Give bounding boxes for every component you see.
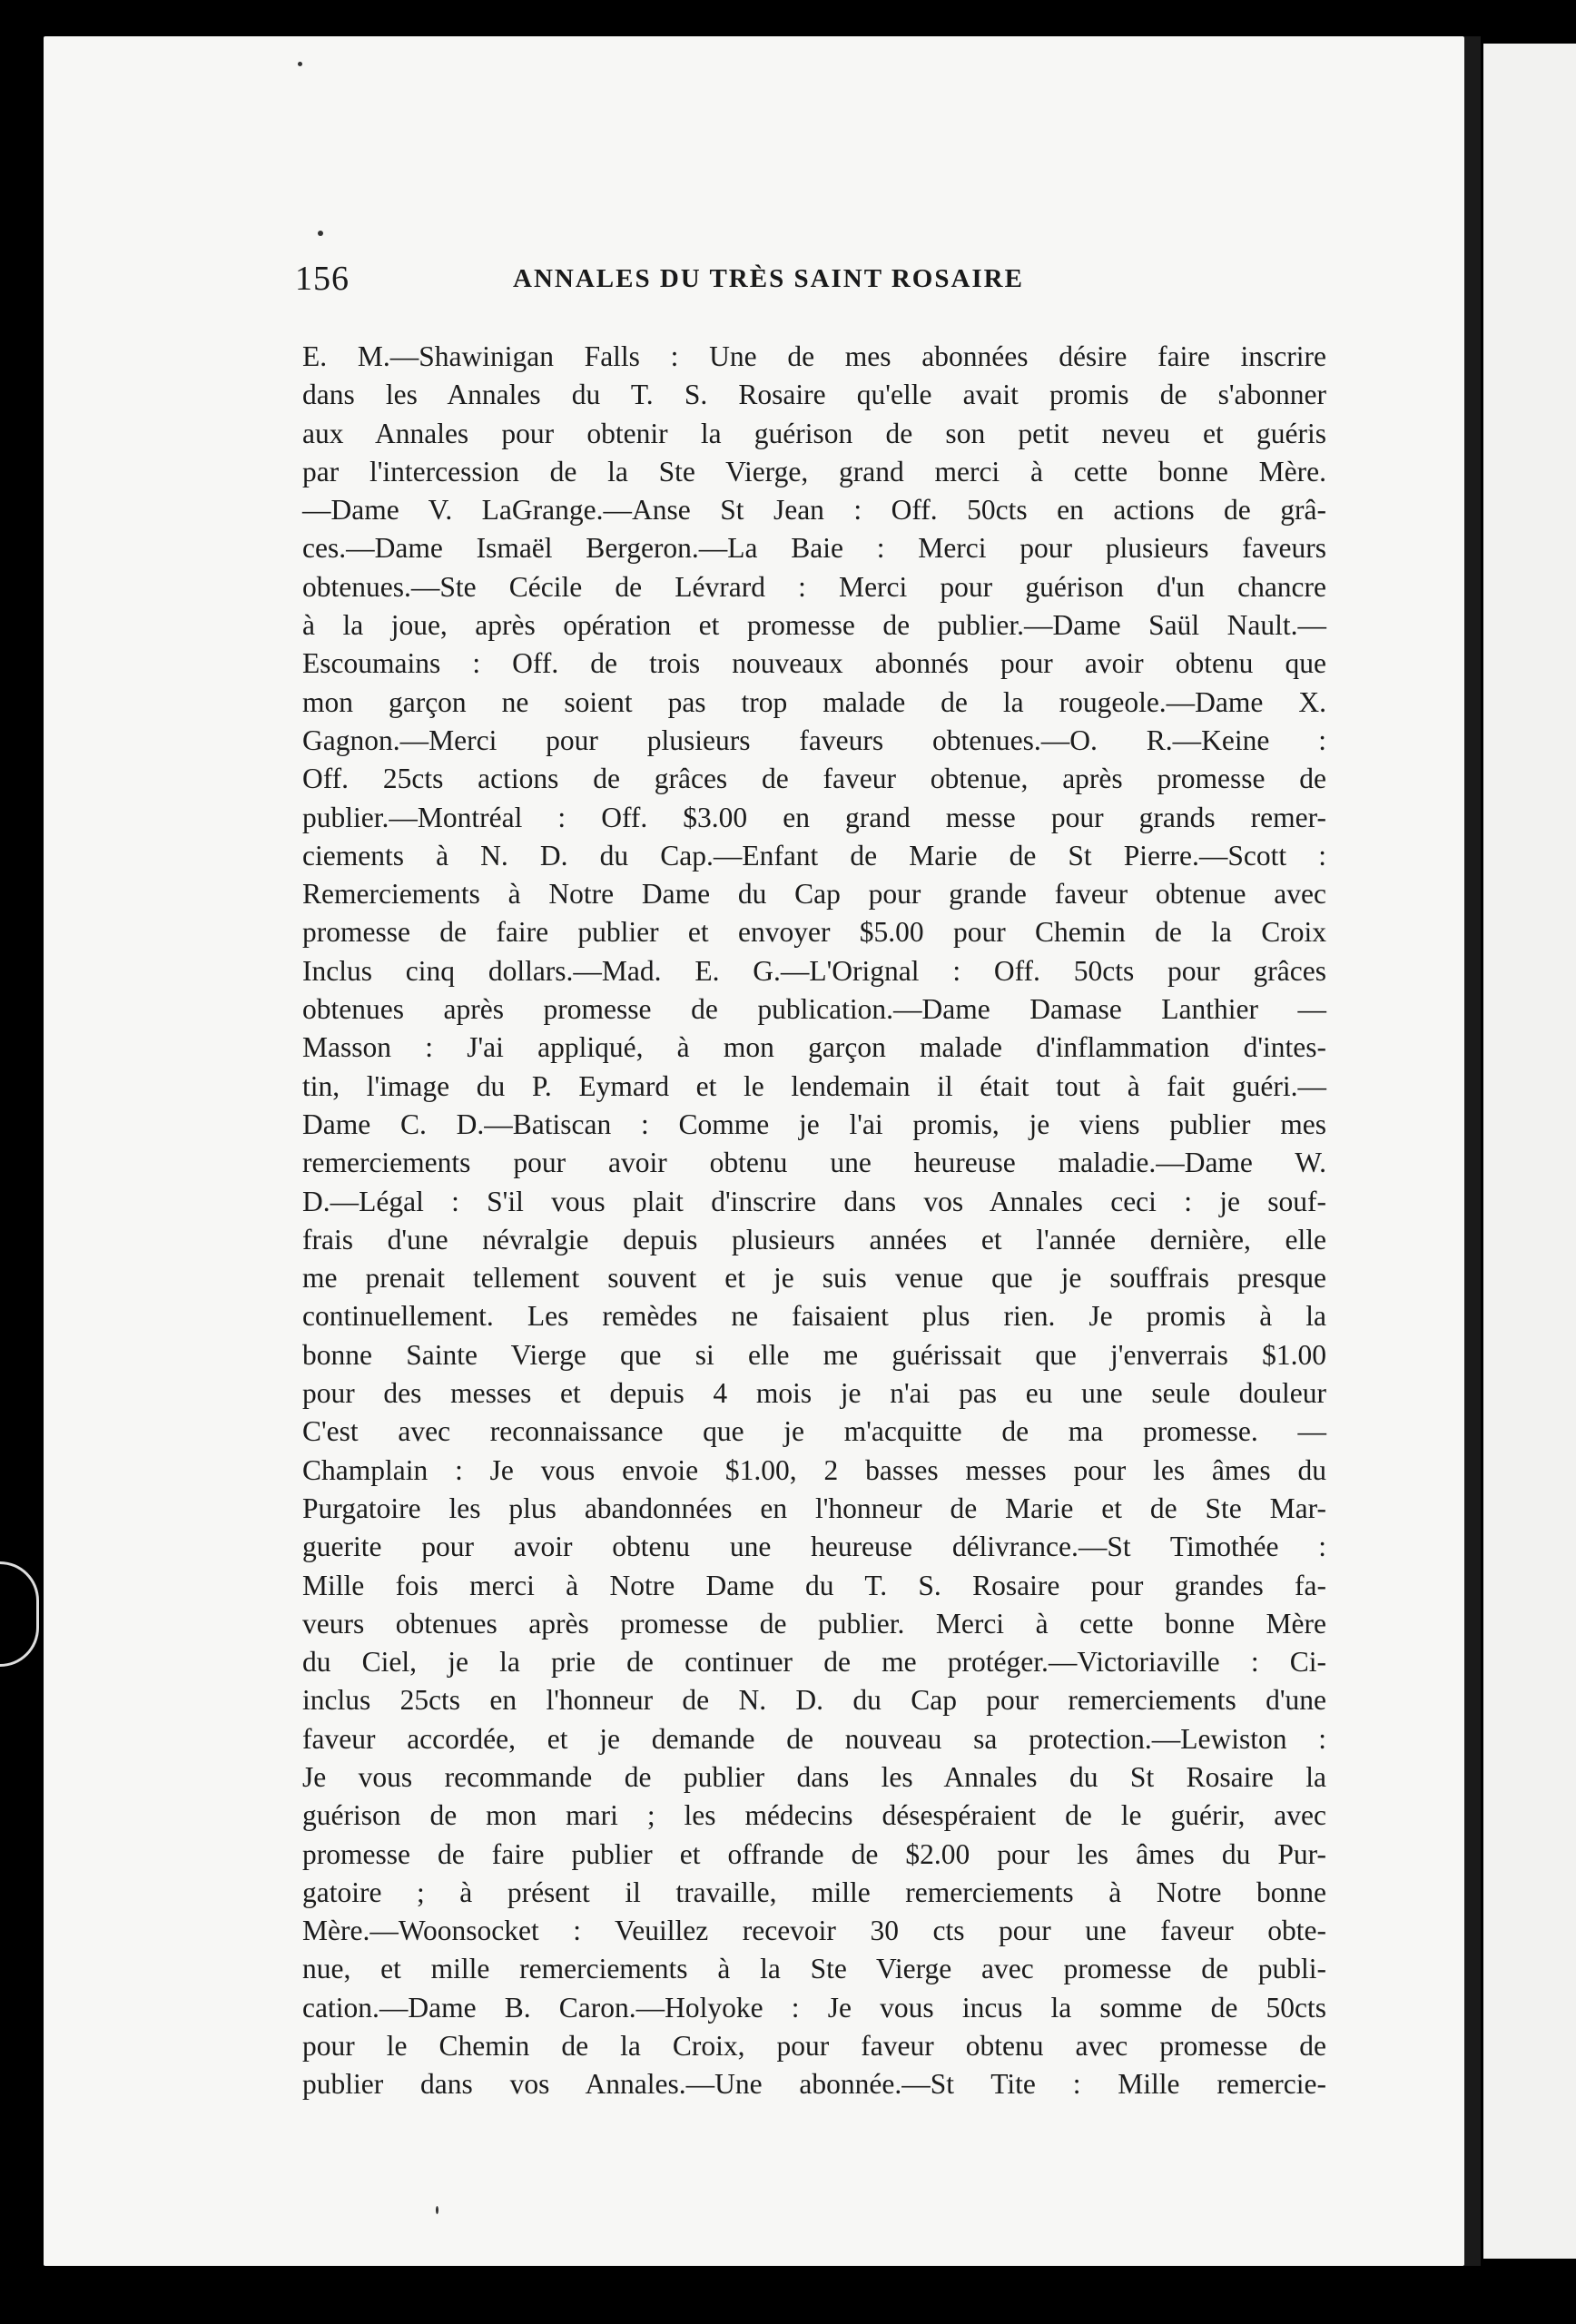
text-line: publier.—Montréal : Off. $3.00 en grand messe pour grands remer- — [302, 801, 1326, 833]
text-line: D.—Légal : S'il vous plait d'inscrire dans vos Annales ceci : je souf- — [302, 1185, 1326, 1217]
text-line: pour le Chemin de la Croix, pour faveur obtenu avec promesse de — [302, 2030, 1326, 2063]
text-line: tin, l'image du P. Eymard et le lendemain il était tout à fait guéri.— — [302, 1069, 1326, 1102]
text-line: cation.—Dame B. Caron.—Holyoke : Je vous incus la somme de 50cts — [302, 1991, 1326, 2024]
text-line: guérison de mon mari ; les médecins désespéraient de le guérir, avec — [302, 1799, 1326, 1832]
text-line: inclus 25cts en l'honneur de N. D. du Cap pour remerciements d'une — [302, 1684, 1326, 1717]
text-line: promesse de faire publier et envoyer $5.00 pour Chemin de la Croix — [302, 916, 1326, 949]
text-line: aux Annales pour obtenir la guérison de son petit neveu et guéris — [302, 417, 1326, 449]
text-line: mon garçon ne soient pas trop malade de la rougeole.—Dame X. — [302, 685, 1326, 718]
text-line: veurs obtenues après promesse de publier. Merci à cette bonne Mère — [302, 1607, 1326, 1640]
dust-speck — [318, 231, 323, 236]
text-line: Purgatoire les plus abandonnées en l'honneur de Marie et de Ste Mar- — [302, 1492, 1326, 1524]
text-line: Inclus cinq dollars.—Mad. E. G.—L'Orignal : Off. 50cts pour grâces — [302, 954, 1326, 987]
text-line: promesse de faire publier et offrande de $2.00 pour les âmes du Pur- — [302, 1837, 1326, 1870]
text-line: Champlain : Je vous envoie $1.00, 2 basses messes pour les âmes du — [302, 1453, 1326, 1486]
page-header — [295, 259, 1266, 304]
text-line: continuellement. Les remèdes ne faisaient plus rien. Je promis à la — [302, 1300, 1326, 1333]
text-line: du Ciel, je la prie de continuer de me protéger.—Victoriaville : Ci- — [302, 1646, 1326, 1679]
facing-page-edge — [1483, 44, 1576, 2259]
text-line: ces.—Dame Ismaël Bergeron.—La Baie : Merci pour plusieurs faveurs — [302, 532, 1326, 565]
text-line: Mère.—Woonsocket : Veuillez recevoir 30 cts pour une faveur obte- — [302, 1915, 1326, 1947]
text-line: obtenues après promesse de publication.—Dame Damase Lanthier — — [302, 993, 1326, 1026]
text-line: bonne Sainte Vierge que si elle me guérissait que j'enverrais $1.00 — [302, 1338, 1326, 1371]
text-line: ciements à N. D. du Cap.—Enfant de Marie de St Pierre.—Scott : — [302, 839, 1326, 872]
text-line: nue, et mille remerciements à la Ste Vierge avec promesse de publi- — [302, 1953, 1326, 1985]
text-line: Je vous recommande de publier dans les Annales du St Rosaire la — [302, 1760, 1326, 1793]
text-line: Off. 25cts actions de grâces de faveur obtenue, après promesse de — [302, 763, 1326, 795]
text-line: Mille fois merci à Notre Dame du T. S. Rosaire pour grandes fa- — [302, 1569, 1326, 1601]
text-line: Remerciements à Notre Dame du Cap pour grande faveur obtenue avec — [302, 878, 1326, 911]
dust-speck — [436, 2206, 438, 2214]
scan-artifact — [0, 1561, 39, 1667]
text-line: faveur accordée, et je demande de nouveau sa protection.—Lewiston : — [302, 1722, 1326, 1755]
text-line: Gagnon.—Merci pour plusieurs faveurs obtenues.—O. R.—Keine : — [302, 724, 1326, 756]
text-line: à la joue, après opération et promesse de publier.—Dame Saül Nault.— — [302, 609, 1326, 642]
text-line: —Dame V. LaGrange.—Anse St Jean : Off. 50cts en actions de grâ- — [302, 494, 1326, 527]
page-number: 156 — [295, 260, 350, 298]
text-line: Masson : J'ai appliqué, à mon garçon malade d'inflammation d'intes- — [302, 1031, 1326, 1064]
text-line: guerite pour avoir obtenu une heureuse délivrance.—St Timothée : — [302, 1531, 1326, 1563]
text-line: obtenues.—Ste Cécile de Lévrard : Merci pour guérison d'un chancre — [302, 570, 1326, 603]
text-line: frais d'une névralgie depuis plusieurs années et l'année dernière, elle — [302, 1223, 1326, 1256]
text-line: C'est avec reconnaissance que je m'acquitte de ma promesse. — — [302, 1415, 1326, 1448]
dust-speck — [298, 62, 302, 66]
page-gutter — [1464, 36, 1481, 2266]
text-line: dans les Annales du T. S. Rosaire qu'elle avait promis de s'abonner — [302, 379, 1326, 411]
text-line: pour des messes et depuis 4 mois je n'ai pas eu une seule douleur — [302, 1377, 1326, 1410]
text-line: publier dans vos Annales.—Une abonnée.—St Tite : Mille remercie- — [302, 2068, 1326, 2101]
text-line: E. M.—Shawinigan Falls : Une de mes abonnées désire faire inscrire — [302, 340, 1326, 372]
text-line: remerciements pour avoir obtenu une heureuse maladie.—Dame W. — [302, 1147, 1326, 1179]
text-line: me prenait tellement souvent et je suis venue que je souffrais presque — [302, 1262, 1326, 1295]
text-line: gatoire ; à présent il travaille, mille remerciements à Notre bonne — [302, 1876, 1326, 1908]
running-title: ANNALES DU TRÈS SAINT ROSAIRE — [513, 264, 1024, 293]
text-line: par l'intercession de la Ste Vierge, grand merci à cette bonne Mère. — [302, 455, 1326, 487]
text-line: Dame C. D.—Batiscan : Comme je l'ai promis, je viens publier mes — [302, 1108, 1326, 1140]
text-line: Escoumains : Off. de trois nouveaux abonnés pour avoir obtenu que — [302, 647, 1326, 680]
body-text — [302, 338, 1326, 2104]
